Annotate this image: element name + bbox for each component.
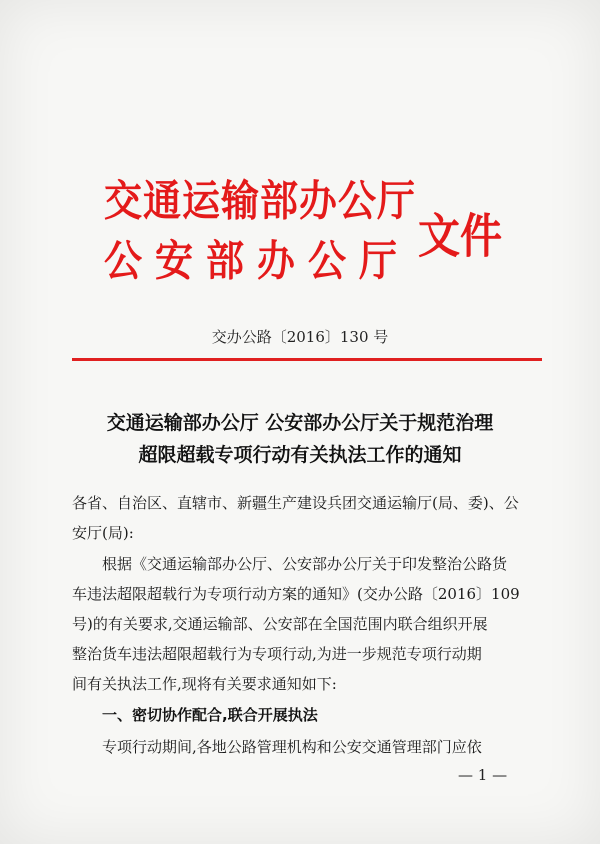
body-line-7: 间有关执法工作,现将有关要求通知如下: (72, 675, 337, 693)
body-line-8: 专项行动期间,各地公路管理机构和公安交通管理部门应依 (102, 738, 482, 756)
section-heading-1: 一、密切协作配合,联合开展执法 (102, 706, 318, 724)
body-line-4: 车违法超限超载行为专项行动方案的通知》(交办公路〔2016〕109 (72, 585, 520, 603)
document-number: 交办公路〔2016〕130 号 (211, 328, 389, 346)
document-title-line2: 超限超载专项行动有关执法工作的通知 (138, 444, 462, 466)
red-divider-rule (72, 358, 542, 361)
issuing-org-line2: 公安部办公厅 (104, 236, 411, 286)
body-line-2: 安厅(局): (72, 524, 134, 542)
body-line-6: 整治货车违法超限超载行为专项行动,为进一步规范专项行动期 (72, 645, 482, 663)
body-line-3: 根据《交通运输部办公厅、公安部办公厅关于印发整治公路货 (102, 555, 508, 573)
page-number: — 1 — (458, 766, 508, 784)
body-line-5: 号)的有关要求,交通运输部、公安部在全国范围内联合组织开展 (72, 615, 488, 633)
document-type: 文件 (418, 208, 503, 264)
body-line-1: 各省、自治区、直辖市、新疆生产建设兵团交通运输厅(局、委)、公 (72, 494, 519, 512)
document-title-line1: 交通运输部办公厅 公安部办公厅关于规范治理 (106, 412, 494, 434)
issuing-org-line1: 交通运输部办公厅 (104, 176, 417, 226)
